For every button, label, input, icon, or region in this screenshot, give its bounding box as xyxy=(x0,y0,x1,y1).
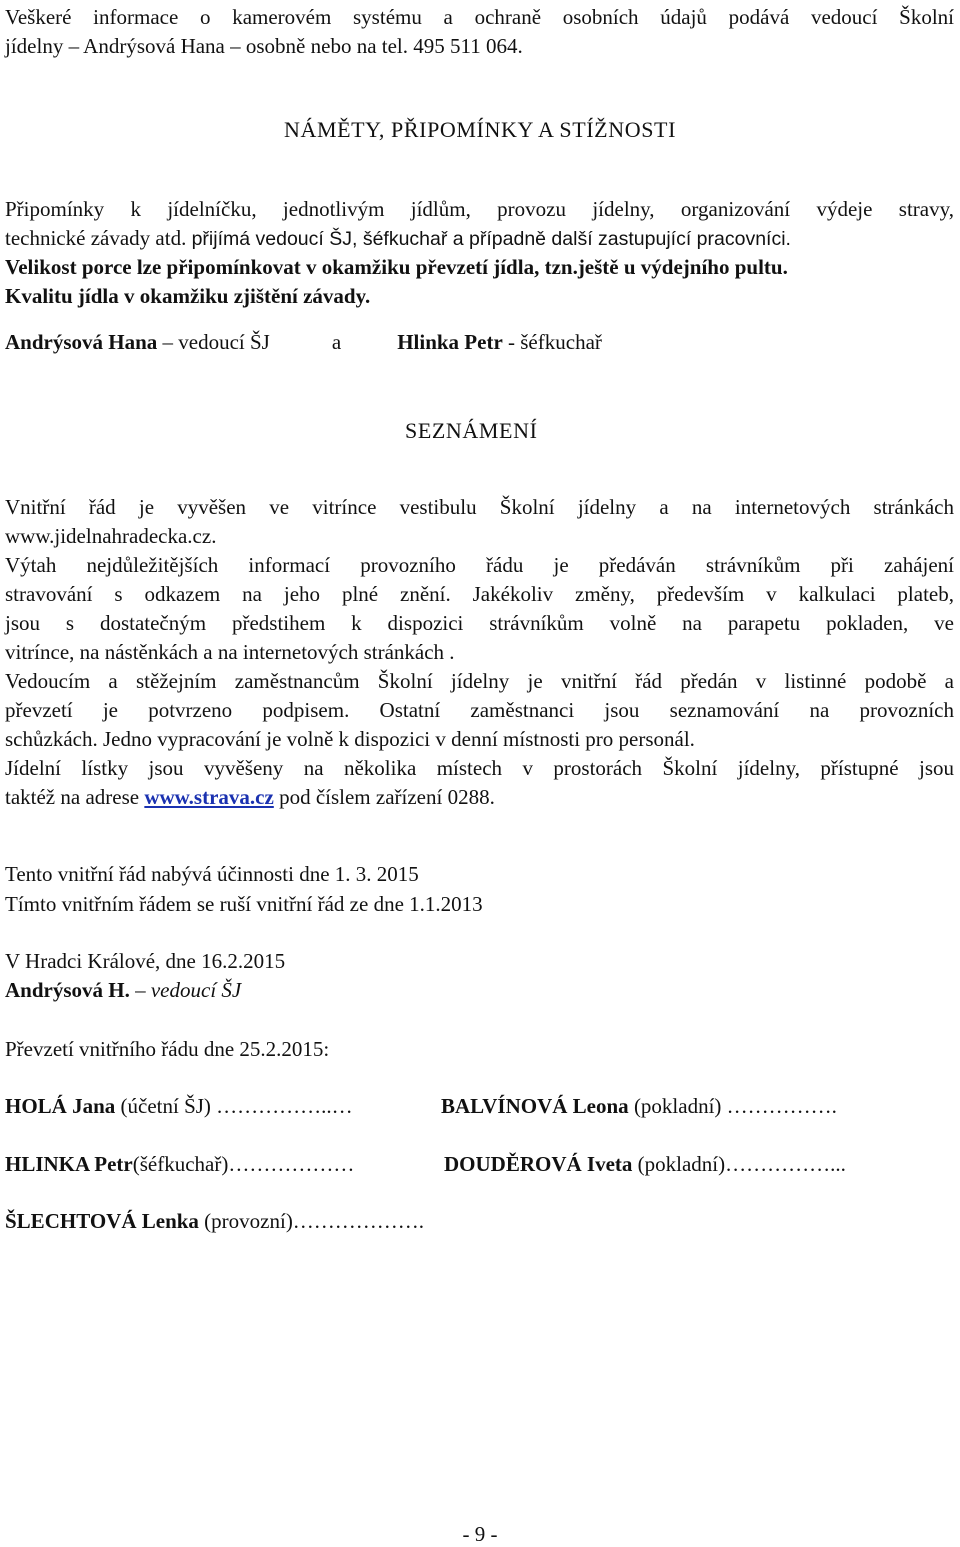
notice-p1-line-2: www.jidelnahradecka.cz. xyxy=(5,524,217,548)
notice-p4-pre: taktéž na adrese xyxy=(5,785,140,809)
person-1-role: – vedoucí ŠJ xyxy=(162,330,270,354)
complaints-line-2 xyxy=(5,224,954,254)
complaints-line-2-serif: technické závady atd. xyxy=(5,226,187,250)
notice-p2-line-1: Výtah nejdůležitějších informací provozního řádu je předáván strávníkům při zahájení xyxy=(5,553,954,577)
notice-p3-line-3: schůzkách. Jedno vypracování je volně k dispozici v denní místnosti pro personál. xyxy=(5,727,695,751)
notice-p2-line-3: jsou s dostatečným předstihem k dispozici strávníkům volně na parapetu pokladen, ve xyxy=(5,611,954,635)
handover-hola-name: HOLÁ Jana xyxy=(5,1094,116,1118)
handover-douderova-name: DOUDĚROVÁ Iveta xyxy=(444,1152,633,1176)
complaints-bold-1 xyxy=(5,253,954,282)
handover-slechtova-name: ŠLECHTOVÁ Lenka xyxy=(5,1209,199,1233)
conjunction: a xyxy=(331,330,342,354)
handover-douderova-role: (pokladní)……………... xyxy=(637,1152,846,1176)
camera-info-line-1: Veškeré informace o kamerovém systému a ochraně osobních údajů podává vedoucí Školní xyxy=(5,5,954,29)
complaints-line-1: Připomínky k jídelníčku, jednotlivým jídlům, provozu jídelny, organizování výdeje stravy, xyxy=(5,197,954,221)
validity-line-1: Tento vnitřní řád nabývá účinnosti dne 1. 3. 2015 xyxy=(5,862,419,886)
handover-balvinova-name: BALVÍNOVÁ Leona xyxy=(441,1094,629,1118)
person-2-role: - šéfkuchař xyxy=(508,330,602,354)
complaints-line-2-sans: přijímá vedoucí ŠJ, šéfkuchař a případně další zastupující pracovníci. xyxy=(191,228,791,250)
handover-hlinka-name: HLINKA Petr xyxy=(5,1152,133,1176)
notice-p4-line-2 xyxy=(5,783,954,812)
responsible-persons xyxy=(5,328,954,357)
notice-p1-line-1: Vnitřní řád je vyvěšen ve vitrínce vestibulu Školní jídelny a na internetových stránkách xyxy=(5,495,954,519)
page-number: - 9 - xyxy=(462,1522,498,1546)
signature-line xyxy=(5,976,954,1005)
complaints-bold-1-text: Velikost porce lze připomínkovat v okamžiku převzetí jídla, tzn.ještě u výdejního pultu. xyxy=(5,255,788,279)
notice-p2-line-4: vitrínce, na nástěnkách a na internetových stránkách . xyxy=(5,640,455,664)
notice-p3-line-2: převzetí je potvrzeno podpisem. Ostatní zaměstnanci jsou seznamování na provozních xyxy=(5,698,954,722)
complaints-heading: NÁMĚTY, PŘIPOMÍNKY A STÍŽNOSTI xyxy=(283,117,677,142)
camera-info-line-2: jídelny – Andrýsová Hana – osobně nebo na tel. 495 511 064. xyxy=(5,34,523,58)
notice-p2-line-2: stravování s odkazem na jeho plné znění. Jakékoliv změny, především v kalkulaci plateb, xyxy=(5,582,954,606)
strava-link[interactable]: www.strava.cz xyxy=(144,785,274,809)
notice-p3-line-1: Vedoucím a stěžejním zaměstnancům Školní jídelny je vnitřní řád předán v listinné podobě a xyxy=(5,669,954,693)
notice-p4-post: pod číslem zařízení 0288. xyxy=(279,785,495,809)
complaints-bold-2 xyxy=(5,282,954,311)
signature-role: – vedoucí ŠJ xyxy=(135,978,242,1002)
person-1-name: Andrýsová Hana xyxy=(5,330,158,354)
handover-row-3 xyxy=(5,1207,954,1236)
handover-title: Převzetí vnitřního řádu dne 25.2.2015: xyxy=(5,1037,330,1061)
validity-line-2: Tímto vnitřním řádem se ruší vnitřní řád ze dne 1.1.2013 xyxy=(5,892,483,916)
handover-balvinova-role: (pokladní) ……………. xyxy=(633,1094,837,1118)
handover-row-2-right xyxy=(444,1150,954,1179)
handover-slechtova-role: (provozní)………………. xyxy=(204,1209,425,1233)
complaints-bold-2-text: Kvalitu jídla v okamžiku zjištění závady. xyxy=(5,284,371,308)
notice-heading: SEZNÁMENÍ xyxy=(405,418,538,443)
handover-hlinka-role: (šéfkuchař)……………… xyxy=(132,1152,355,1176)
handover-row-1-right xyxy=(441,1092,954,1121)
place-date: V Hradci Králové, dne 16.2.2015 xyxy=(5,949,286,973)
handover-hola-role: (účetní ŠJ) ……………..… xyxy=(120,1094,353,1118)
notice-p4-line-1: Jídelní lístky jsou vyvěšeny na několika místech v prostorách Školní jídelny, přístupné jsou xyxy=(5,756,954,780)
person-2-name: Hlinka Petr xyxy=(397,330,503,354)
signature-name: Andrýsová H. xyxy=(5,978,130,1002)
